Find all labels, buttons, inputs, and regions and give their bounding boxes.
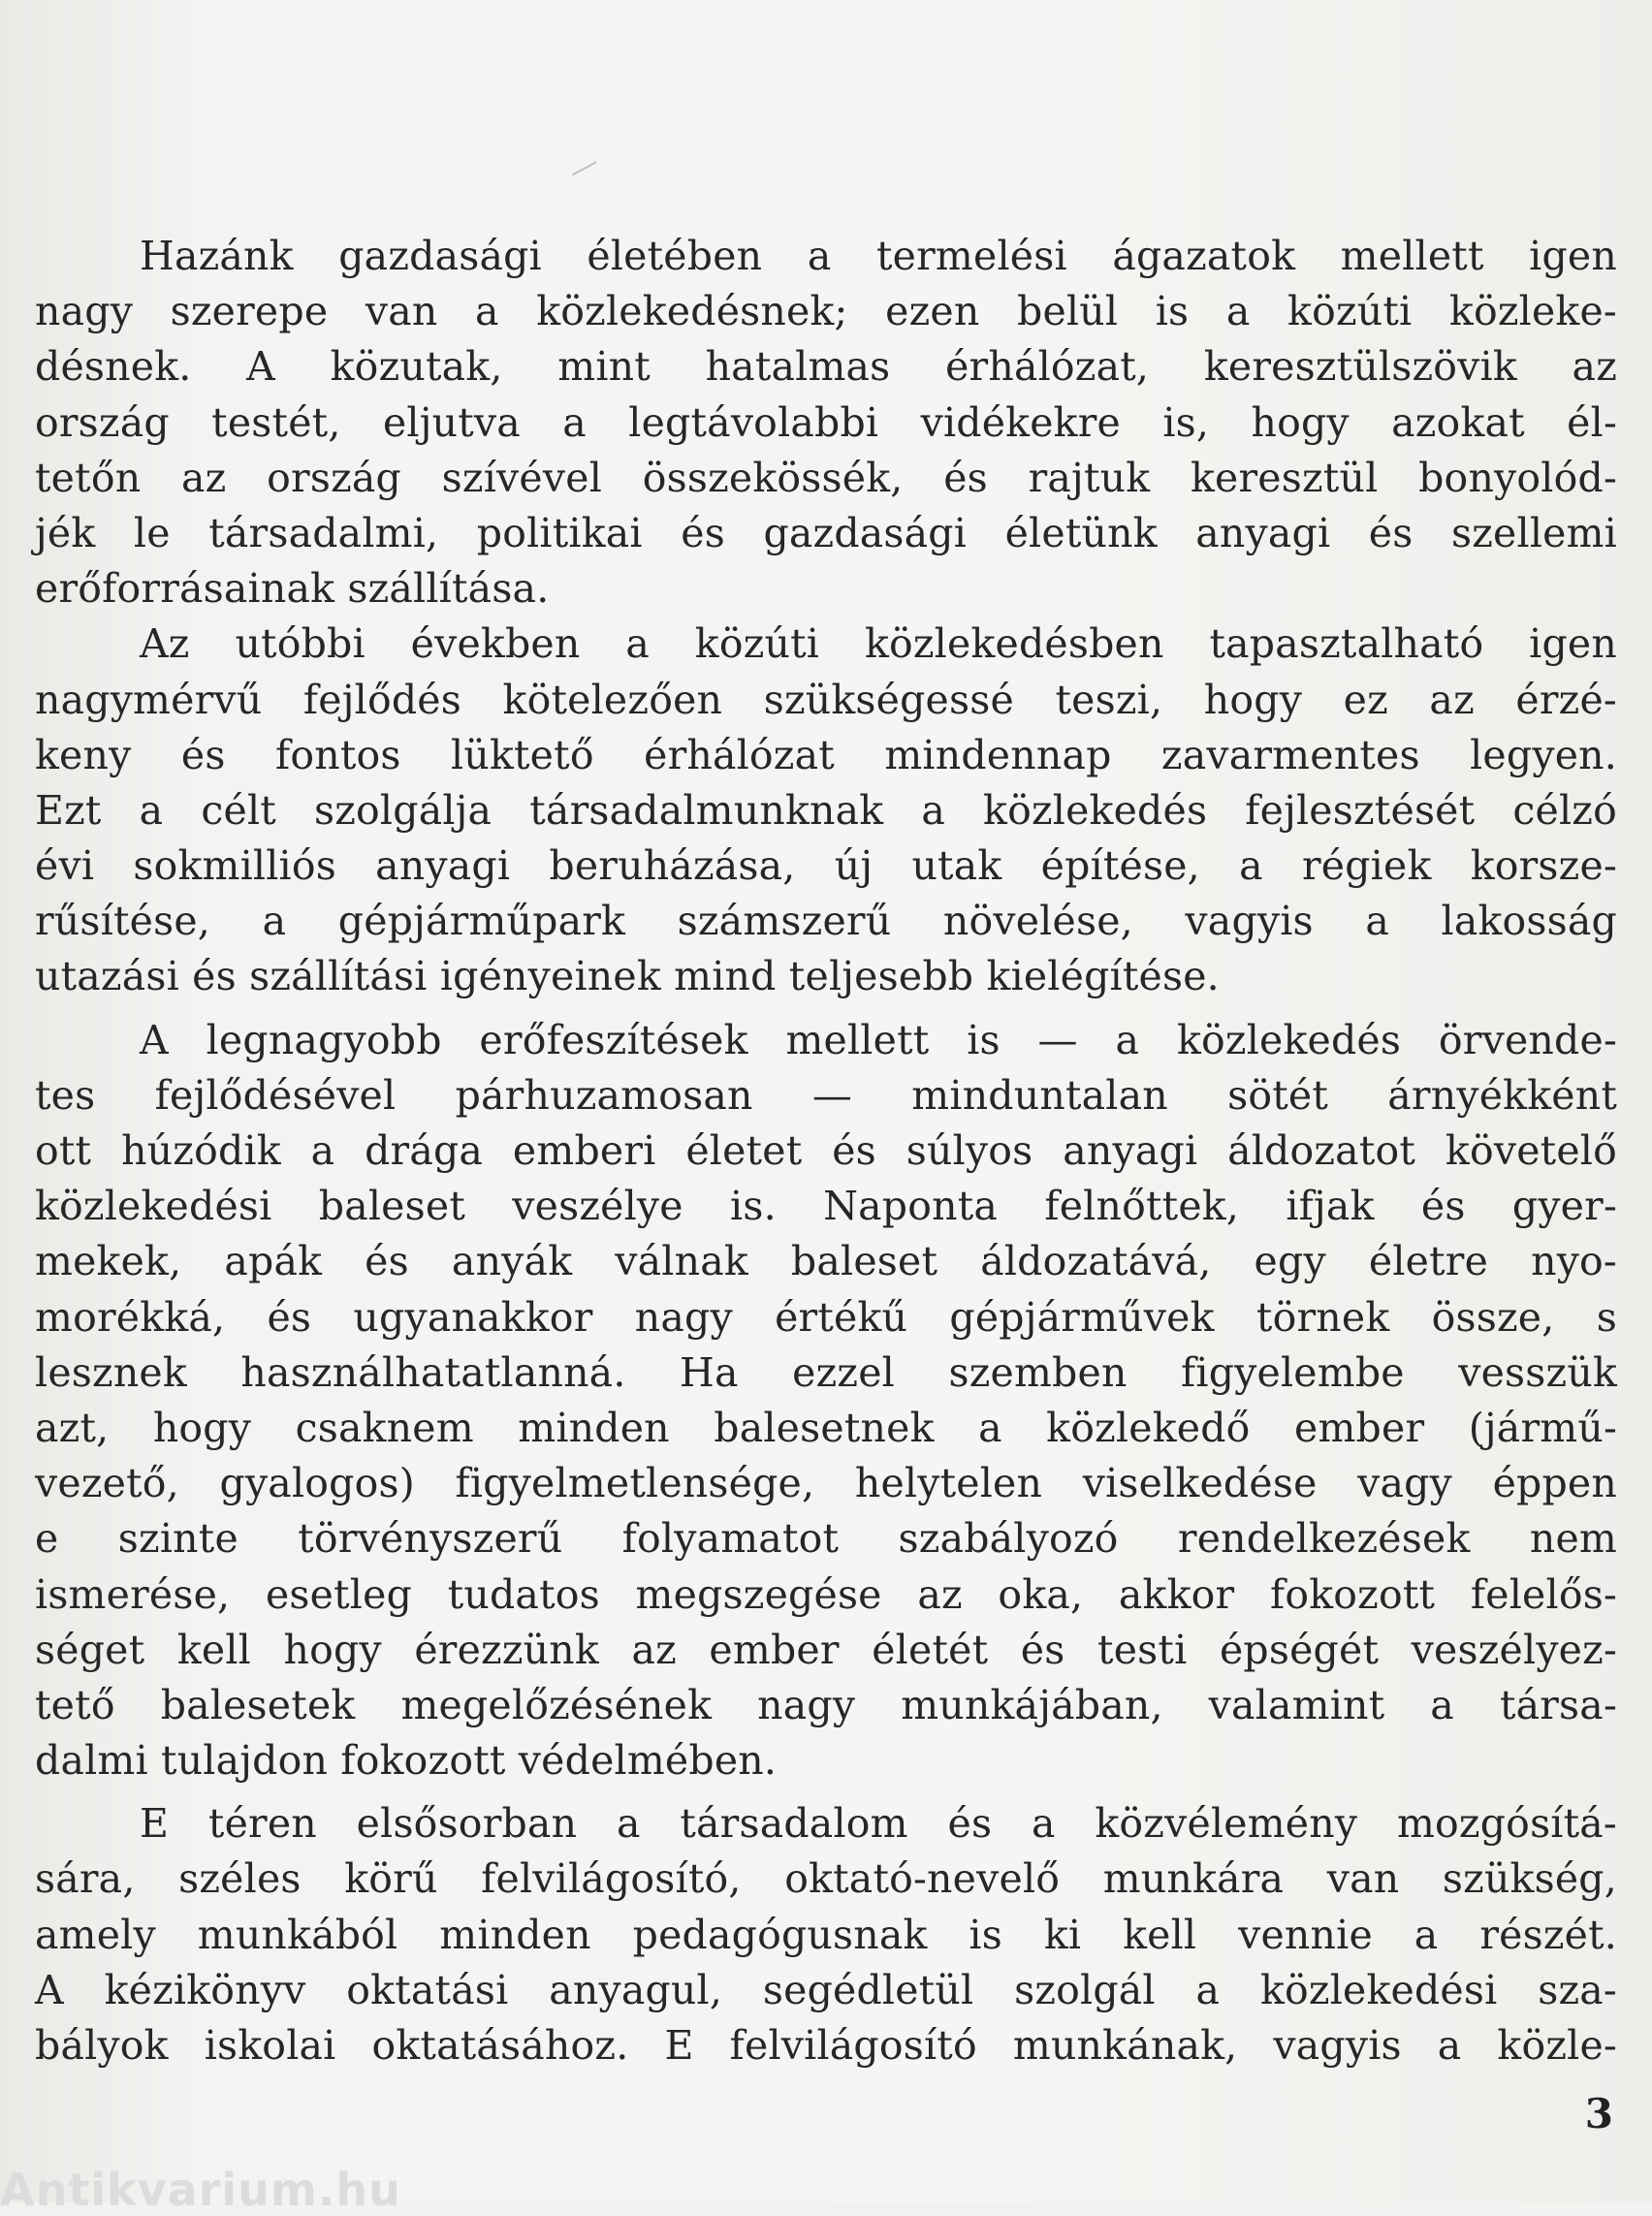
text-line: évi sokmilliós anyagi beruházása, új utak építése, a régiek korsze- xyxy=(35,842,1617,890)
text-line: közlekedési baleset veszélye is. Naponta felnőttek, ifjak és gyer- xyxy=(35,1183,1617,1230)
text-line: tes fejlődésével párhuzamosan — minduntalan sötét árnyékként xyxy=(35,1071,1617,1119)
paragraph-1 xyxy=(35,229,1617,617)
text-line: azt, hogy csaknem minden balesetnek a közlekedő ember (jármű- xyxy=(35,1404,1617,1451)
text-line: ország testét, eljutva a legtávolabbi vidékekre is, hogy azokat él- xyxy=(35,398,1617,446)
text-line: A kézikönyv oktatási anyagul, segédletül szolgál a közlekedési sza- xyxy=(35,1966,1617,2013)
text-line: ismerése, esetleg tudatos megszegése az oka, akkor fokozott felelős- xyxy=(35,1570,1617,1618)
text-line: nagy szerepe van a közlekedésnek; ezen belül is a közúti közleke- xyxy=(35,288,1617,335)
paragraph-2 xyxy=(35,617,1617,1004)
text-line: bályok iskolai oktatásához. E felvilágosító munkának, vagyis a közle- xyxy=(35,2022,1617,2069)
paragraph-gap xyxy=(35,1005,1617,1013)
page-number: 3 xyxy=(1584,2090,1613,2137)
paragraph-gap xyxy=(35,1789,1617,1796)
text-line: morékká, és ugyanakkor nagy értékű gépjárművek törnek össze, s xyxy=(35,1293,1617,1341)
text-line: tető balesetek megelőzésének nagy munkájában, valamint a társa- xyxy=(35,1681,1617,1728)
text-line: E téren elsősorban a társadalom és a közvélemény mozgósítá- xyxy=(140,1800,1617,1848)
paragraph-4 xyxy=(35,1796,1617,2074)
text-line: utazási és szállítási igényeinek mind teljesebb kielégítése. xyxy=(35,953,1220,1000)
text-line: Ezt a célt szolgálja társadalmunknak a közlekedés fejlesztését célzó xyxy=(35,786,1617,834)
text-line: A legnagyobb erőfeszítések mellett is — a közlekedés örvende- xyxy=(140,1016,1617,1063)
text-line: Hazánk gazdasági életében a termelési ágazatok mellett igen xyxy=(140,233,1617,279)
text-line: Az utóbbi években a közúti közlekedésben tapasztalható igen xyxy=(140,620,1617,668)
watermark-text: Antikvarium.hu xyxy=(0,2164,401,2216)
text-line: désnek. A közutak, mint hatalmas érhálózat, keresztülszövik az xyxy=(35,343,1617,391)
text-line: séget kell hogy érezzünk az ember életét és testi épségét veszélyez- xyxy=(35,1626,1617,1673)
body-text xyxy=(35,229,1617,2074)
text-line: sára, széles körű felvilágosító, oktató-nevelő munkára van szükség, xyxy=(35,1855,1617,1903)
text-line: ott húzódik a drága emberi életet és súlyos anyagi áldozatot követelő xyxy=(35,1127,1617,1174)
text-line: e szinte törvényszerű folyamatot szabályozó rendelkezések nem xyxy=(35,1515,1617,1563)
text-line: dalmi tulajdon fokozott védelmében. xyxy=(35,1737,778,1785)
text-line: erőforrásainak szállítása. xyxy=(35,565,550,613)
text-line: tetőn az ország szívével összekössék, és rajtuk keresztül bonyolód- xyxy=(35,454,1617,501)
text-line: vezető, gyalogos) figyelmetlensége, helytelen viselkedése vagy éppen xyxy=(35,1460,1617,1507)
stray-ink-mark xyxy=(572,161,603,187)
text-line: nagymérvű fejlődés kötelezően szükségessé teszi, hogy ez az érzé- xyxy=(35,676,1617,723)
text-line: amely munkából minden pedagógusnak is ki kell vennie a részét. xyxy=(35,1911,1617,1958)
text-line: keny és fontos lüktető érhálózat mindennap zavarmentes legyen. xyxy=(35,731,1617,778)
text-line: jék le társadalmi, politikai és gazdasági életünk anyagi és szellemi xyxy=(35,509,1617,556)
text-line: lesznek használhatatlanná. Ha ezzel szemben figyelembe vesszük xyxy=(35,1348,1617,1396)
paragraph-3 xyxy=(35,1013,1617,1789)
text-line: mekek, apák és anyák válnak baleset áldozatává, egy életre nyo- xyxy=(35,1238,1617,1285)
text-line: rűsítése, a gépjárműpark számszerű növelése, vagyis a lakosság xyxy=(35,898,1617,945)
